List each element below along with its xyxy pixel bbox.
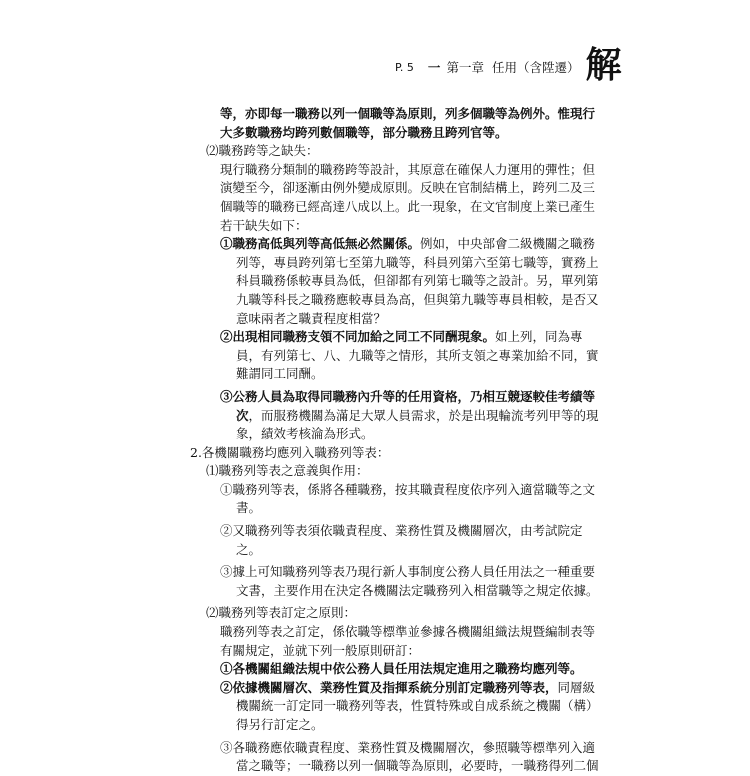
text-line: ③各職務應依職責程度、業務性質及機關層次，參照職等標準列入適 [220, 739, 596, 755]
text-line: 大多數職務均跨列數個職等，部分職務且跨列官等。 [220, 124, 508, 140]
text-line: 難謂同工同酬。 [236, 366, 324, 382]
chapter-title: 任用（含陞遷） [491, 60, 580, 75]
text-line: 象，績效考核淪為形式。 [236, 426, 374, 442]
bold-emphasis: ②依據機關層次、業務性質及指揮系統分別訂定職務列等表， [220, 679, 558, 695]
text-line: 之。 [236, 541, 262, 557]
section-mark: 解 [585, 44, 622, 86]
text-line: 列等，專員跨列第七至第九職等，科員列第六至第七職等，實務上 [236, 254, 599, 270]
text-line: 個職等的職務已經高達八成以上。此一現象，在文官制度上業已產生 [220, 198, 596, 214]
text-line: 職務列等表之訂定，係依職等標準並參據各機關組織法規暨編制表等 [220, 624, 596, 640]
text-line: ⑵職務跨等之缺失： [206, 143, 319, 159]
page-header [395, 40, 655, 90]
text-line: 等，亦即每一職務以列一個職等為原則，列多個職等為例外。惟現行 [220, 106, 596, 121]
text-line: ③公務人員為取得同職務內升等的任用資格，乃相互競逐較佳考績等 [220, 388, 596, 404]
text-line: 演變至今，卻逐漸由例外變成原則。反映在官制結構上，跨列二及三 [220, 180, 596, 196]
text-line: 意味兩者之職責程度相當？ [236, 310, 387, 326]
text-line: ①各機關組織法規中依公務人員任用法規定進用之職務均應列等。 [220, 661, 583, 677]
text-line: 有關規定，並就下列一般原則研訂： [220, 642, 421, 658]
text-line: 員，有列第七、八、九職等之情形，其所支領之專業加給不同，實 [236, 347, 599, 363]
bold-emphasis: ②出現相同職務支領不同加給之同工不同酬現象。 [220, 329, 496, 345]
text-line [190, 235, 615, 254]
text-line: 文書，主要作用在決定各機關法定職務列入相當職等之規定依據。 [236, 582, 599, 598]
chapter-dash: 一 [427, 60, 441, 75]
page-number: P. 5 [395, 60, 414, 74]
text-line: 得另行訂定之。 [236, 717, 324, 732]
text-line: 九職等科長之職務應較專員為高，但與第九職等專員相較，是否又 [236, 291, 599, 307]
text-line: ⑴職務列等表之意義與作用： [206, 463, 369, 479]
text-line: 2.各機關職務均應列入職務列等表： [190, 444, 390, 460]
text-line: 書。 [236, 500, 262, 516]
text-line: 當之職等；一職務以列一個職等為原則，必要時，一職務得列二個 [236, 758, 599, 774]
bold-emphasis: ①職務高低與列等高低無必然關係。 [220, 236, 421, 252]
chapter-label: 第一章 [446, 60, 484, 75]
text-line: ②又職務列等表須依職責程度、業務性質及機關層次，由考試院定 [220, 523, 583, 539]
chapter-heading [428, 58, 580, 76]
text-line: ③據上可知職務列等表乃現行新人事制度公務人員任用法之一種重要 [220, 564, 596, 580]
text-line: 若干缺失如下： [220, 217, 308, 233]
text-line [190, 328, 615, 347]
line-rest: 如上列，同為專 [495, 329, 583, 345]
text-line [190, 407, 615, 426]
line-rest: 例如，中央部會二級機關之職務 [420, 236, 596, 252]
text-line: 現行職務分類制的職務跨等設計，其原意在確保人力運用的彈性；但 [220, 161, 596, 177]
text-line: ⑵職務列等表訂定之原則： [206, 605, 357, 621]
bold-emphasis: 次 [236, 407, 249, 423]
text-line: ①職務列等表，係將各種職務，按其職責程度依序列入適當職等之文 [220, 481, 596, 497]
line-rest: 同層級 [557, 679, 596, 695]
line-rest: ，而服務機關為滿足大眾人員需求，於是出現輪流考列甲等的現 [248, 407, 599, 423]
text-line: 科員職務係較專員為低，但卻都有列第七職等之設計。另，單列第 [236, 273, 599, 289]
text-line [190, 679, 615, 698]
body-text [190, 105, 615, 776]
text-line: 機關統一訂定同一職務列等表，性質特殊或自成系統之機關（構） [236, 698, 599, 714]
